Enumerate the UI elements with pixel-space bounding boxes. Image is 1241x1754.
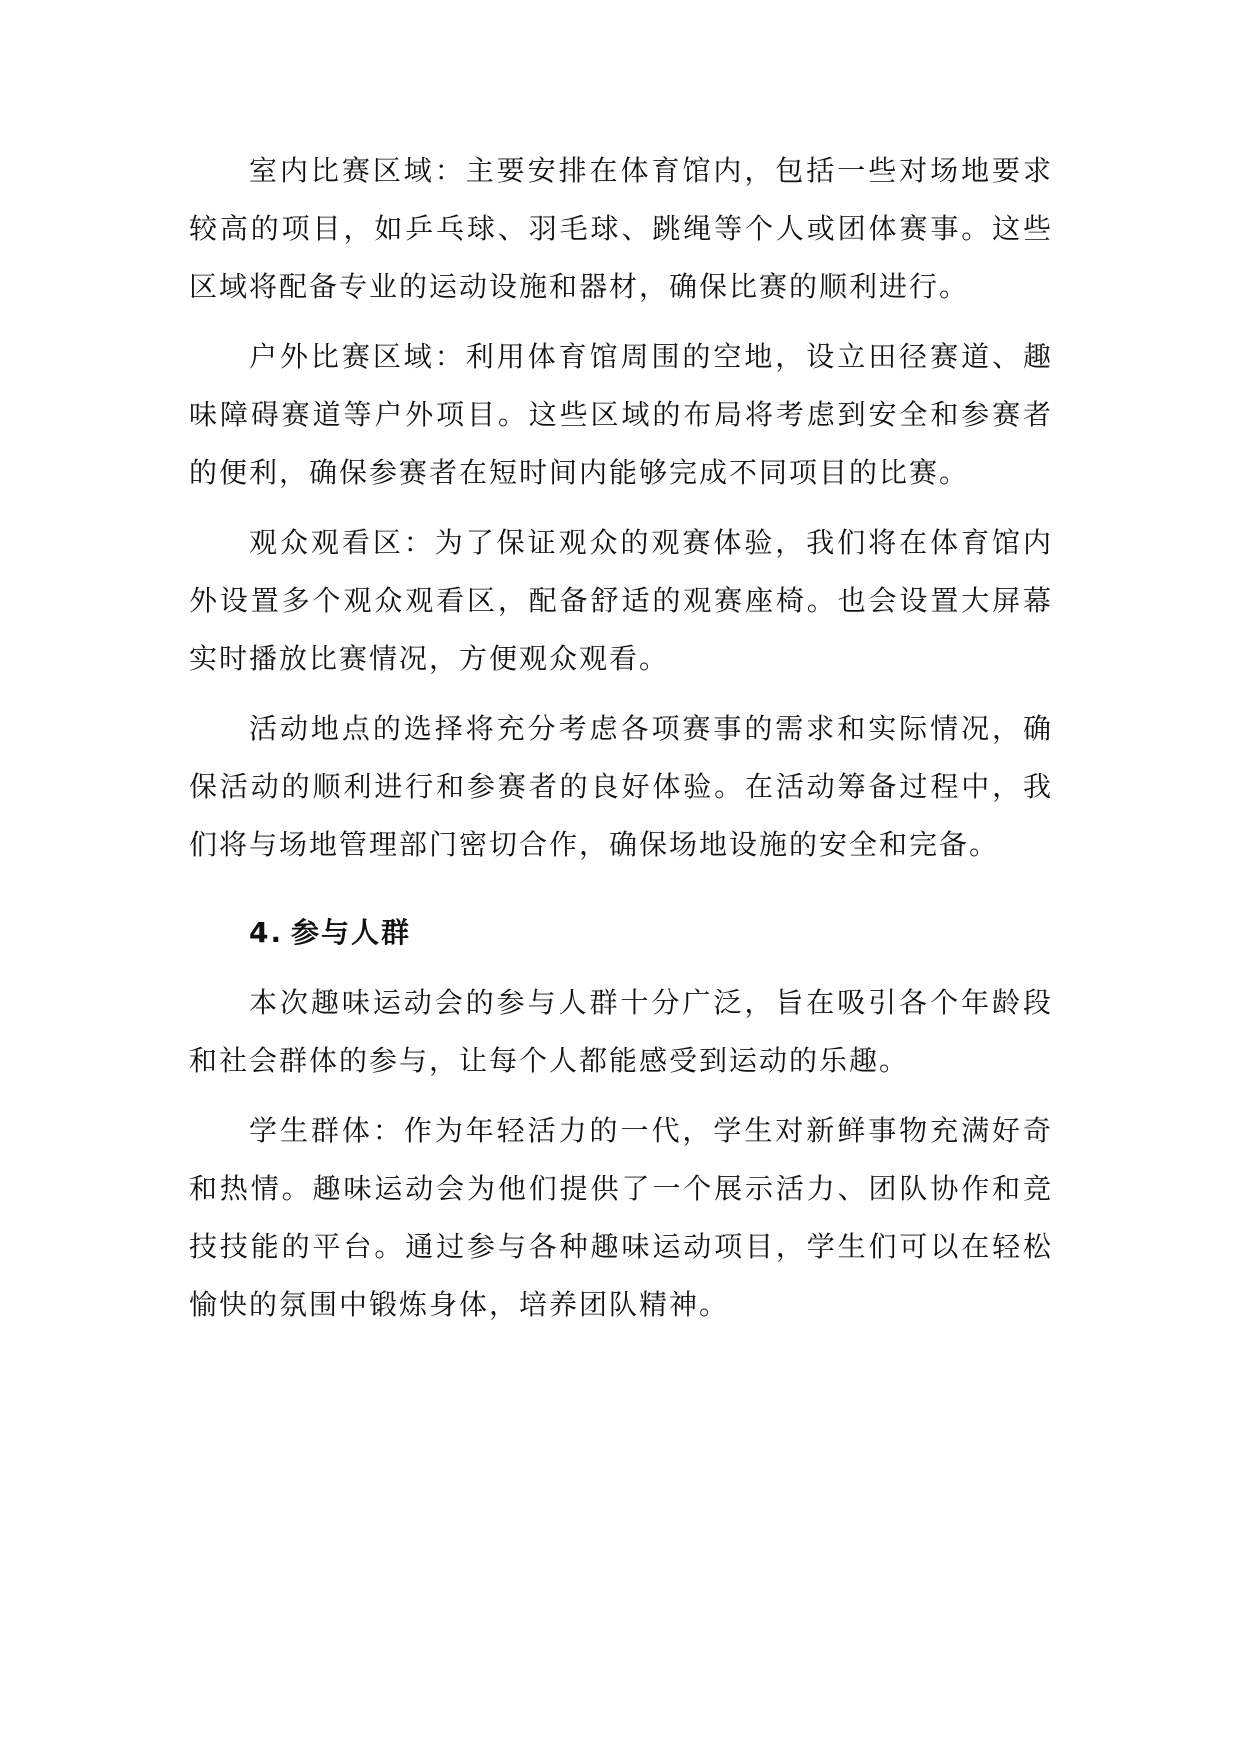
- paragraph-participants-intro: 本次趣味运动会的参与人群十分广泛，旨在吸引各个年龄段和社会群体的参与，让每个人都能感受到运动的乐趣。: [189, 986, 1053, 1077]
- section-title: 参与人群: [291, 916, 412, 949]
- page-content: [189, 142, 1053, 1346]
- paragraph-indoor-area: 室内比赛区域：主要安排在体育馆内，包括一些对场地要求较高的项目，如乒乓球、羽毛球、跳绳等个人或团体赛事。这些区域将配备专业的运动设施和器材，确保比赛的顺利进行。: [189, 154, 1053, 303]
- paragraph-outdoor-area: 户外比赛区域：利用体育馆周围的空地，设立田径赛道、趣味障碍赛道等户外项目。这些区域的布局将考虑到安全和参赛者的便利，确保参赛者在短时间内能够完成不同项目的比赛。: [189, 340, 1053, 489]
- paragraph-student-group: 学生群体：作为年轻活力的一代，学生对新鲜事物充满好奇和热情。趣味运动会为他们提供了一个展示活力、团队协作和竞技技能的平台。通过参与各种趣味运动项目，学生们可以在轻松愉快的氛围中锻炼身体，培养团队精神。: [189, 1114, 1053, 1321]
- paragraph-venue-selection: 活动地点的选择将充分考虑各项赛事的需求和实际情况，确保活动的顺利进行和参赛者的良好体验。在活动筹备过程中，我们将与场地管理部门密切合作，确保场地设施的安全和完备。: [189, 712, 1053, 861]
- paragraph-audience-area: 观众观看区：为了保证观众的观赛体验，我们将在体育馆内外设置多个观众观看区，配备舒适的观赛座椅。也会设置大屏幕实时播放比赛情况，方便观众观看。: [189, 526, 1053, 675]
- section-heading: [249, 904, 1053, 962]
- section-number: 4.: [249, 916, 284, 949]
